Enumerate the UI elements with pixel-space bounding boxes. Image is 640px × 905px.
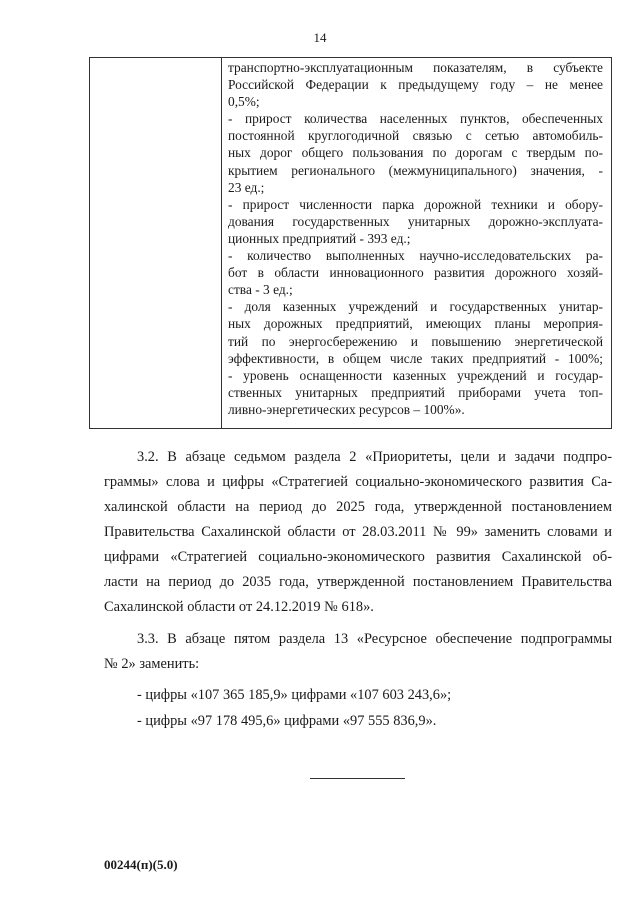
table-cell-line: ственных унитарных предприятий приборами учета топ- <box>228 384 603 400</box>
table-cell-line: постоянной круглогодичной связью с сетью автомобиль- <box>228 128 603 144</box>
table-cell-line: - количество выполненных научно-исследовательских ра- <box>228 248 603 264</box>
table-cell-line: 23 ед.; <box>228 179 265 195</box>
table-cell-line: - уровень оснащенности казенных учреждений и государ- <box>228 367 603 383</box>
document-code: 00244(п)(5.0) <box>104 857 178 872</box>
table-cell-line: эффективности, в общем числе таких предприятий - 100%; <box>228 350 603 366</box>
table-cell-line: тий по энергосбережению и повышению энергетической <box>228 333 603 349</box>
paragraph-3-3 <box>104 629 612 674</box>
table-column-divider <box>221 58 222 428</box>
paragraph-line: № 2» заменить: <box>104 656 200 672</box>
paragraph-line: 3.3. В абзаце пятом раздела 13 «Ресурсное обеспечение подпрограммы <box>137 631 612 647</box>
table-cell-line: Российской Федерации к предыдущему году – не менее <box>228 77 603 93</box>
table-cell-line: ства - 3 ед.; <box>228 282 293 298</box>
table-cell-line: ных дорожных предприятий, имеющих планы мероприя- <box>228 316 603 332</box>
separator-line <box>310 778 405 779</box>
paragraph-line: ласти на период до 2035 года, утвержденной постановлением Правительства <box>104 574 612 590</box>
table-cell-line: бот в области инновационного развития дорожного хозяй- <box>228 265 603 281</box>
paragraph-line: Сахалинской области от 24.12.2019 № 618». <box>104 599 374 615</box>
paragraph-line: Правительства Сахалинской области от 28.03.2011 № 99» заменить словами и <box>104 524 612 540</box>
continuation-table <box>89 57 612 429</box>
paragraph-3-2 <box>104 447 612 617</box>
page-number: 14 <box>313 30 327 45</box>
table-cell-line: ливно-энергетических ресурсов – 100%». <box>228 401 465 417</box>
table-cell-line: транспортно-эксплуатационным показателям, в субъекте <box>228 60 603 75</box>
list-item: - цифры «97 178 495,6» цифрами «97 555 836,9». <box>137 713 437 729</box>
table-cell-line: - прирост численности парка дорожной техники и обору- <box>228 196 603 212</box>
paragraph-line: граммы» слова и цифры «Стратегией социально-экономического развития Са- <box>104 474 612 490</box>
table-cell-line: - доля казенных учреждений и государственных унитар- <box>228 299 603 315</box>
table-cell-line: дования государственных унитарных дорожно-эксплуата- <box>228 213 603 229</box>
table-cell-line: 0,5%; <box>228 94 260 110</box>
paragraph-line: цифрами «Стратегией социально-экономического развития Сахалинской об- <box>104 549 612 565</box>
replacement-list <box>104 685 612 731</box>
table-cell-line: ных дорог общего пользования по дорогам с твердым по- <box>228 145 603 161</box>
paragraph-line: халинской области на период до 2025 года, утвержденной постановлением <box>104 499 612 515</box>
table-cell-line: ционных предприятий - 393 ед.; <box>228 230 411 246</box>
table-cell-line: крытием регионального (межмуниципального) значения, - <box>228 162 603 178</box>
paragraph-line: 3.2. В абзаце седьмом раздела 2 «Приоритеты, цели и задачи подпро- <box>137 449 612 465</box>
table-cell-line: - прирост количества населенных пунктов, обеспеченных <box>228 111 603 127</box>
list-item: - цифры «107 365 185,9» цифрами «107 603 243,6»; <box>137 687 452 703</box>
table-right-cell <box>228 59 603 418</box>
